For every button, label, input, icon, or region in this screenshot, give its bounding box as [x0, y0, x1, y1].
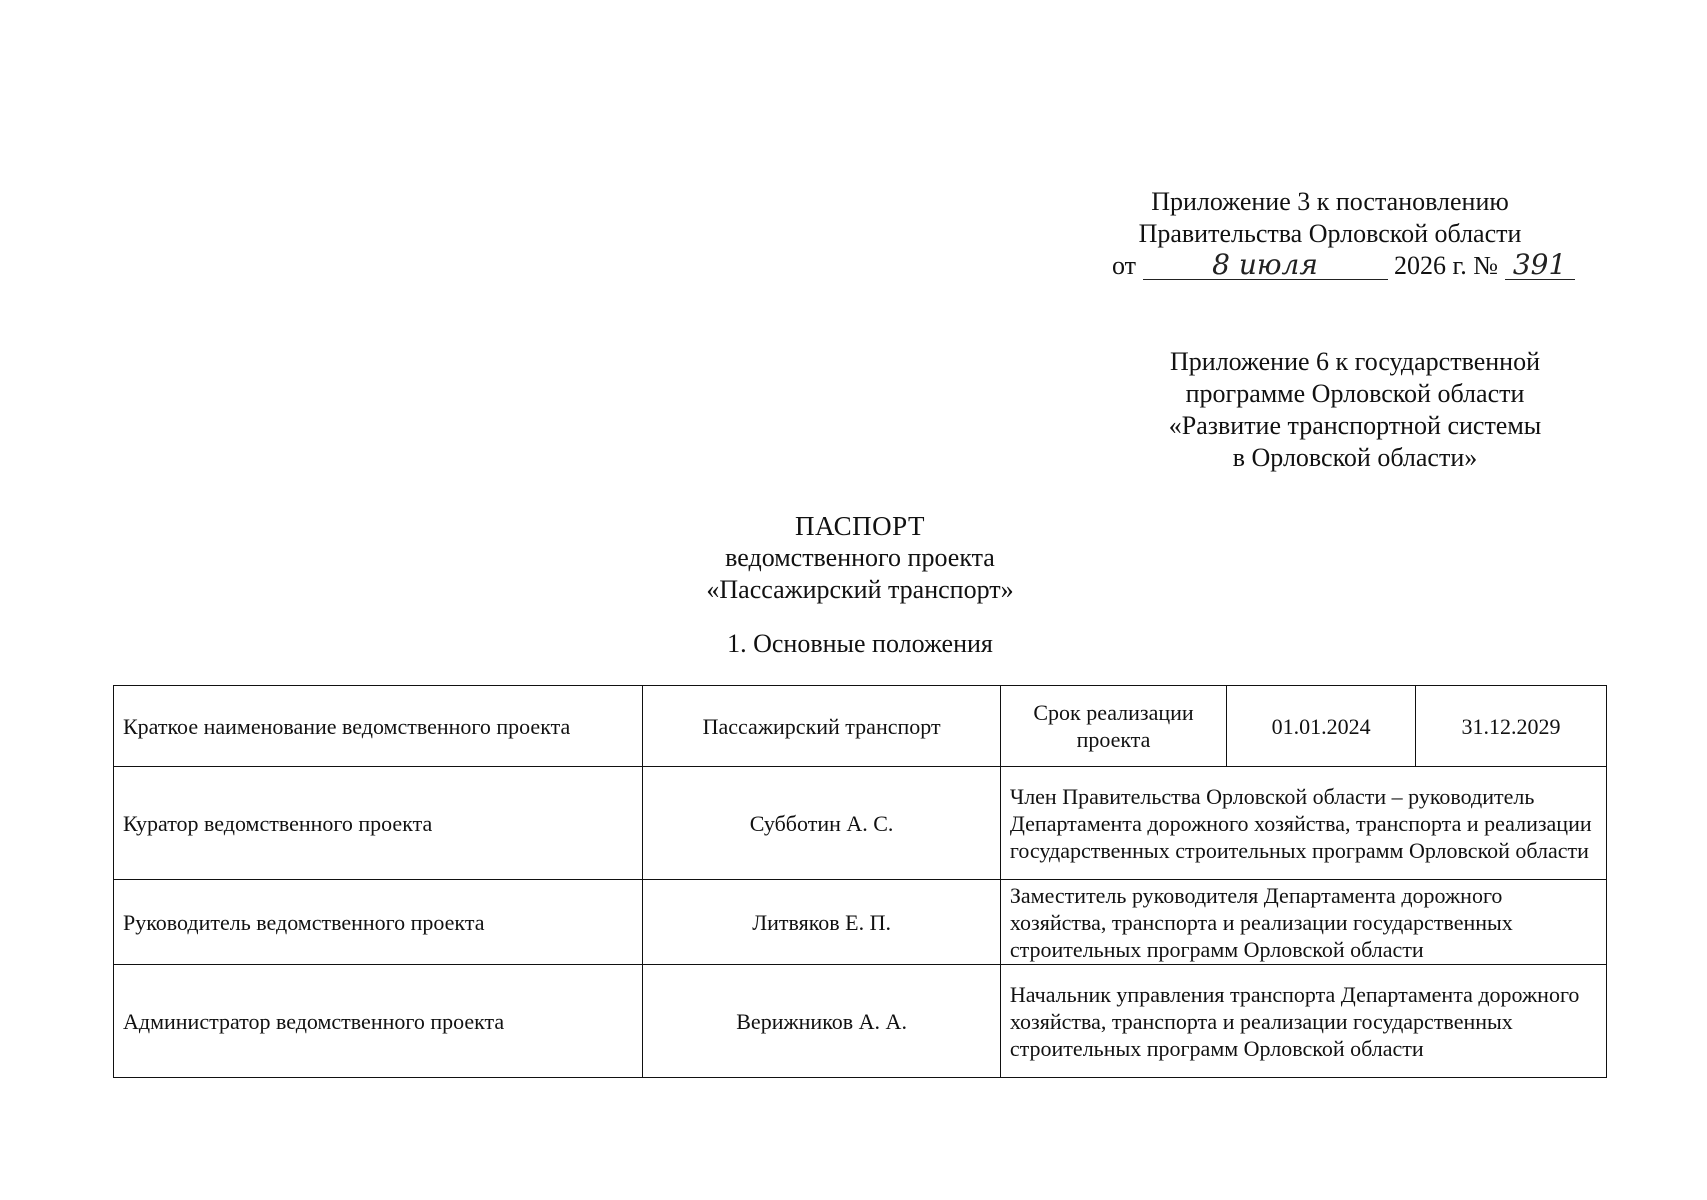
appendix-header [1090, 186, 1570, 250]
passport-table [113, 685, 1607, 1078]
handwritten-number: 391 [1505, 251, 1575, 280]
administrator-name: Верижников А. А. [643, 965, 1001, 1078]
section-heading: 1. Основные положения [727, 629, 993, 658]
curator-position: Член Правительства Орловской области – руководитель Департамента дорожного хозяйства, транспорта и реализации государственных строительных программ Орловской области [1000, 767, 1606, 880]
table-row [114, 767, 1607, 880]
decree-from-prefix: от [1112, 251, 1137, 280]
program-header [1120, 346, 1590, 474]
program-line-3: «Развитие транспортной системы [1168, 411, 1542, 440]
decree-year-text: 2026 г. № [1394, 251, 1499, 280]
term-end-date: 31.12.2029 [1416, 686, 1607, 767]
row-label-administrator: Администратор ведомственного проекта [114, 965, 643, 1078]
program-line-2: программе Орловской области [1185, 379, 1525, 408]
document-title [560, 510, 1160, 606]
head-name: Литвяков Е. П. [643, 880, 1001, 965]
administrator-position: Начальник управления транспорта Департамента дорожного хозяйства, транспорта и реализации государственных строительных программ Орловской области [1000, 965, 1606, 1078]
curator-name: Субботин А. С. [643, 767, 1001, 880]
title-passport: ПАСПОРТ [795, 511, 925, 541]
appendix-line-1: Приложение 3 к постановлению [1151, 187, 1509, 216]
title-subtitle: ведомственного проекта [725, 543, 995, 572]
table-row [114, 880, 1607, 965]
row-label-short-name: Краткое наименование ведомственного проекта [114, 686, 643, 767]
row-label-curator: Куратор ведомственного проекта [114, 767, 643, 880]
table-row [114, 686, 1607, 767]
title-project-name: «Пассажирский транспорт» [706, 575, 1014, 604]
appendix-line-2: Правительства Орловской области [1138, 219, 1522, 248]
head-position: Заместитель руководителя Департамента дорожного хозяйства, транспорта и реализации государственных строительных программ Орловской области [1000, 880, 1606, 965]
program-line-1: Приложение 6 к государственной [1170, 347, 1540, 376]
program-line-4: в Орловской области» [1232, 443, 1478, 472]
table-row [114, 965, 1607, 1078]
handwritten-date: 8 июля [1143, 251, 1388, 280]
term-label: Срок реализации проекта [1000, 686, 1226, 767]
row-label-head: Руководитель ведомственного проекта [114, 880, 643, 965]
term-start-date: 01.01.2024 [1227, 686, 1416, 767]
decree-date-line [1112, 250, 1592, 282]
short-name-value: Пассажирский транспорт [643, 686, 1001, 767]
